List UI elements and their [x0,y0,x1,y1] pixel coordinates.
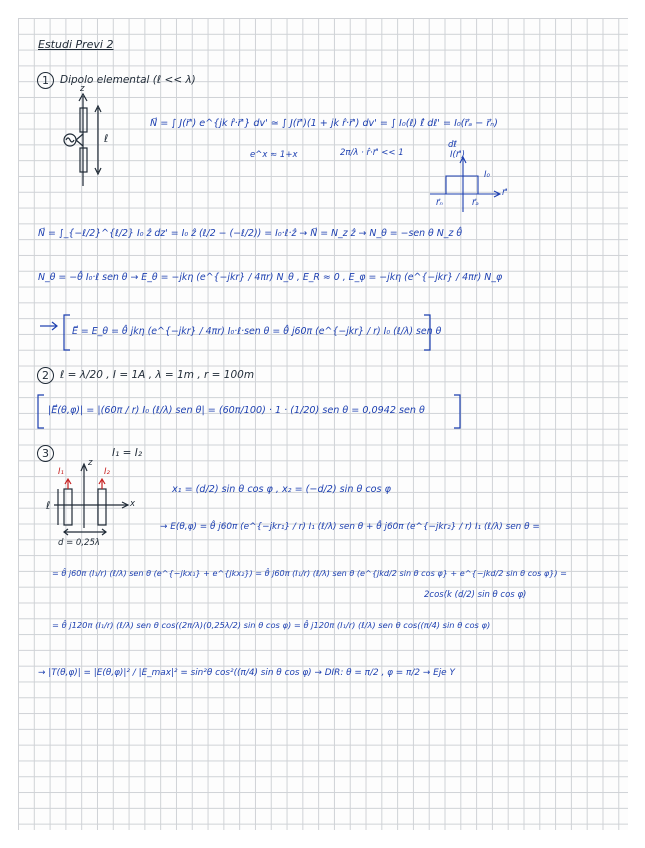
eq-radiation-pattern: → |T(θ,φ)| = |E(θ,φ)|² / |E_max|² = sin²θ cos²((π/4) sin θ cos φ) → DIR: θ = π/2 , φ = π/2 → Eje Y [38,668,455,678]
z-axis-label: z [88,458,93,468]
plot-level: I₀ [484,170,490,180]
eq-fields: N_θ = −θ̂ I₀·ℓ sen θ → E_θ = −jkη (e^{−jkr} / 4πr) N_θ , E_R ≈ 0 , E_φ = −jkη (e^{−jkr} / 4πr) N_φ [38,272,503,283]
plot-right-label: r⃗ₐ [472,198,479,208]
plot-x-label: r⃗' [502,188,508,198]
note-approx: e^x ≈ 1+x [250,150,298,160]
eq-section-2: |E⃗(θ,φ)| = |(60π / r) I₀ (ℓ/λ) sen θ| = (60π/100) · 1 · (1/20) sen θ = 0,0942 sen θ [48,405,425,416]
section-2-number: 2 [37,367,54,384]
x-axis-label: x [130,499,136,509]
distance-label: d = 0,25λ [58,538,100,548]
section-3-heading: I₁ = I₂ [112,447,143,459]
eq-final-field: E⃗ = E_θ = θ̂ jkη (e^{−jkr} / 4πr) I₀·ℓ·sen θ = θ̂ j60π (e^{−jkr} / r) I₀ (ℓ/λ) sen θ [72,326,442,337]
dipole-length-label: ℓ [104,133,109,145]
label-i2: I₂ [104,467,110,477]
eq-positions: x₁ = (d/2) sin θ cos φ , x₂ = (−d/2) sin θ cos φ [172,484,391,495]
section-2-heading: ℓ = λ/20 , I = 1A , λ = 1m , r = 100m [60,369,255,381]
plot-ylabel: I(r⃗') [450,150,465,160]
eq-e-factor: = θ̂ j60π (I₁/r) (ℓ/λ) sen θ (e^{−jkx₁} + e^{jkx₂}) = θ̂ j60π (I₁/r) (ℓ/λ) sen θ (e^{jkd/2 sin θ cos φ} + e^{−jkd/2 sin θ cos φ}) = [52,568,567,578]
eq-e-cos: = θ̂ j120π (I₁/r) (ℓ/λ) sen θ cos((2π/λ)(0,25λ/2) sin θ cos φ) = θ̂ j120π (I₁/r) (ℓ/λ) sen θ cos((π/4) sin θ cos φ) [52,620,491,630]
eq-e-sum: → E(θ,φ) = θ̂ j60π (e^{−jkr₁} / r) I₁ (ℓ/λ) sen θ + θ̂ j60π (e^{−jkr₂} / r) I₁ (ℓ/λ) sen θ = [160,522,540,532]
eq-n-result: N⃗ = ∫_{−ℓ/2}^{ℓ/2} I₀ ẑ dz' = I₀ ẑ (ℓ/2 − (−ℓ/2)) = I₀·ℓ·ẑ → N⃗ = N_z ẑ → N_θ = −sen θ N_z θ̂ [38,228,463,239]
plot-left-label: r⃗ₙ [436,198,443,208]
section-1-heading: Dipolo elemental (ℓ << λ) [60,74,196,86]
dipole-1 [64,489,72,525]
eq-n-integral: N⃗ = ∫ J(r⃗') e^{jk r̂·r⃗'} dv' ≃ ∫ J(r⃗')(1 + jk r̂·r⃗') dv' = ∫ I₀(ℓ) ℓ̂ dℓ' = I₀(r⃗ₐ − r⃗ₙ) [150,118,498,129]
page-title: Estudi Previ 2 [38,38,114,51]
dl-label: dℓ⃗ [448,140,457,150]
dipole-z-label: z [80,84,85,94]
dipole-2 [98,489,106,525]
eq-cos-term: 2cos(k (d/2) sin θ cos φ) [424,590,527,600]
section-1-number: 1 [37,72,54,89]
label-i1: I₁ [58,467,64,477]
section-3-number: 3 [37,445,54,462]
dipole-length-label-2: ℓ [46,500,51,512]
note-small: 2π/λ · r̂·r⃗' << 1 [340,148,404,158]
